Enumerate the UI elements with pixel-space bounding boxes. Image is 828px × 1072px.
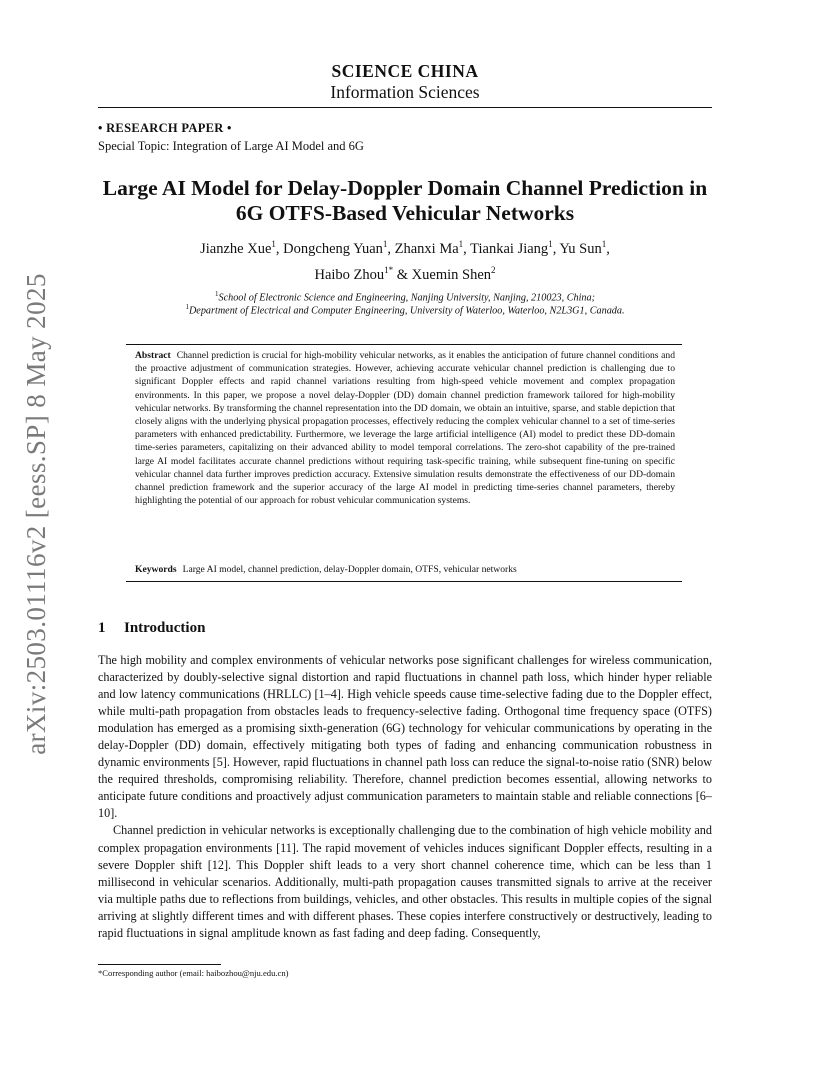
author-6: Haibo Zhou$^{1*}$ &: [314, 264, 412, 283]
special-topic: Special Topic: Integration of Large AI Model and 6G: [98, 139, 364, 153]
journal-subtitle: Information Sciences: [330, 82, 480, 102]
abstract-label: Abstract: [135, 350, 171, 361]
section-number: 1: [98, 620, 106, 636]
paragraph-2: Channel prediction in vehicular networks is exceptionally challenging due to the combination of high vehicle mobility and complex propagation environments [11]. The rapid movement of vehicles induces significant Doppler effects, resulting in a severe Doppler shift [12]. This Doppler shift leads to a very short channel coherence time, which can be less than 1 millisecond in vehicular scenarios. Additionally, multi-path propagation causes transmitted signals to arrive at the receiver via multiple paths due to reflections from buildings, vehicles, and other obstacles. This results in multiple copies of the signal arriving at slightly different times and with different phases. These copies interfere constructively or destructively, leading to rapid fluctuations in signal amplitude known as fast fading and deep fading. Consequently,: [98, 823, 712, 940]
affiliation-2: $^1$Department of Electrical and Computer Engineering, University of Waterloo, Waterloo, N2L3G1, Canada.: [185, 303, 625, 317]
author-1: Jianzhe Xue$^1$,: [200, 239, 284, 257]
section-title: Introduction: [124, 620, 206, 636]
keywords-text: Large AI model, channel prediction, delay-Doppler domain, OTFS, vehicular networks: [182, 564, 517, 575]
arxiv-identifier-stamp: arXiv:2503.01116v2 [eess.SP] 8 May 2025: [21, 273, 51, 755]
abstract-bottom-rule: [126, 581, 682, 582]
footnote: *Corresponding author (email: haibozhou@nju.edu.cn): [98, 968, 289, 978]
author-5: Yu Sun$^1$,: [559, 239, 610, 257]
author-list: [98, 234, 712, 286]
paragraph-1: The high mobility and complex environments of vehicular networks pose significant challenges for wireless communication, characterized by doubly-selective signal distortion and rapid fluctuations in channel path loss, which hinder hyper reliable and low latency communications (HRLLC) [1–4]. High vehicle speeds cause time-selective fading due to the Doppler effect, while multi-path propagation from obstacles leads to frequency-selective fading. Orthogonal time frequency space (OTFS) modulation has emerged as a promising sixth-generation (6G) technology for vehicular communications by operating in the delay-Doppler (DD) domain, effectively mitigating both types of fading and enhancing communication robustness in dynamic environments [5]. However, rapid fluctuations in channel path loss can reduce the signal-to-noise ratio (SNR) below the required thresholds, compromising reliability. Therefore, channel prediction becomes essential, allowing networks to anticipate future conditions and proactively adjust communication parameters to maintain stable and reliable connections [6–10].: [98, 653, 712, 821]
abstract-text: Channel prediction is crucial for high-mobility vehicular networks, as it enables the anticipation of future channel conditions and the proactive adjustment of communication strategies. However, achieving accurate vehicular channel prediction is challenging due to significant Doppler effects and rapid channel variations resulting from high-speed vehicle movement and complex propagation environments. In this paper, we propose a novel delay-Doppler (DD) domain channel prediction framework tailored for high-mobility vehicular networks. By transforming the channel representation into the DD domain, we obtain an intuitive, sparse, and stable depiction that closely aligns with the underlying physical propagation processes, effectively reducing the complex vehicular channel to a set of time-series parameters with enhanced predictability. Furthermore, we leverage the large artificial intelligence (AI) model to predict these DD-domain time-series parameters, capitalizing on their advanced ability to model temporal correlations. The zero-shot capability of the pre-trained large AI model facilitates accurate channel predictions without requiring task-specific training, while subsequent fine-tuning on specific vehicular channel data further improves prediction accuracy. Extensive simulation results demonstrate the effectiveness of our DD-domain channel prediction framework and the superior accuracy of the large AI model in predicting time-series channel parameters, thereby highlighting the potential of our approach for robust vehicular communication systems.: [135, 350, 675, 507]
abstract: [135, 349, 675, 507]
keywords-label: Keywords: [135, 564, 177, 575]
paper-title: Large AI Model for Delay-Doppler Domain Channel Prediction in 6G OTFS-Based Vehicular Networks: [102, 176, 708, 225]
section-heading: [98, 620, 205, 637]
keywords: [135, 564, 675, 575]
footnote-rule: [98, 964, 221, 965]
author-4: Tiankai Jiang$^1$,: [470, 239, 560, 257]
journal-name: SCIENCE CHINA: [331, 61, 479, 81]
header-rule: [98, 107, 712, 108]
body-text: [98, 652, 712, 942]
author-7: Xuemin Shen$^2$: [411, 264, 496, 283]
abstract-top-rule: [126, 344, 682, 345]
author-3: Zhanxi Ma$^1$,: [394, 239, 471, 257]
paper-type-label: • RESEARCH PAPER •: [98, 121, 232, 135]
affiliation-1: $^1$School of Electronic Science and Engineering, Nanjing University, Nanjing, 210023, China;: [214, 290, 595, 304]
author-2: Dongcheng Yuan$^1$,: [283, 239, 395, 257]
